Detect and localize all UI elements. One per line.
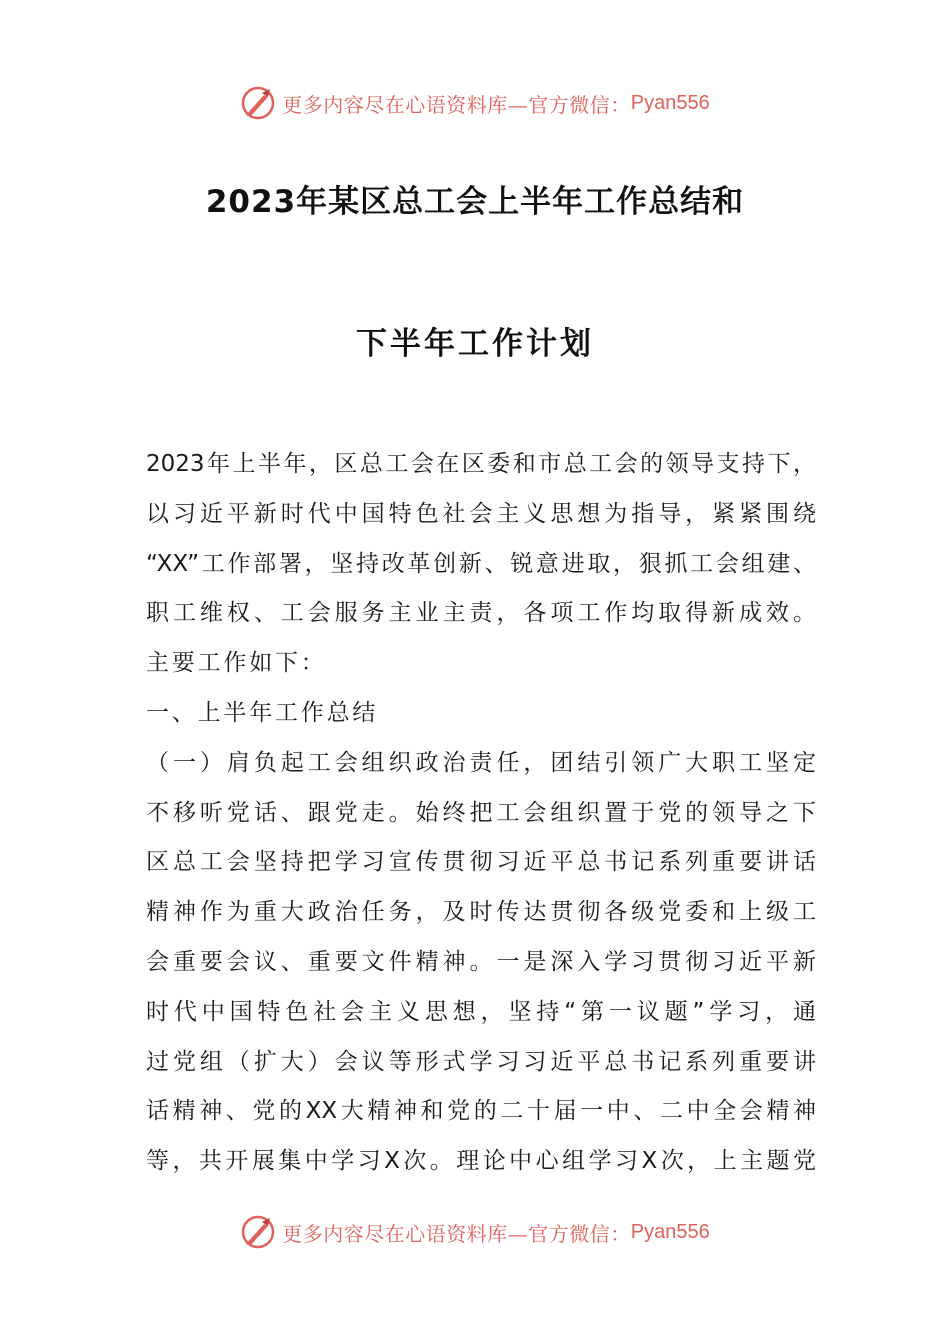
body-line: 2023年上半年，区总工会在区委和市总工会的领导支持下，: [146, 451, 816, 477]
watermark-banner-top: [0, 83, 950, 123]
watermark-id: Pyan556: [630, 91, 710, 114]
body-line: 不移听党话、跟党走。始终把工会组织置于党的领导之下: [146, 799, 816, 826]
body-line: 职工维权、工会服务主业主责，各项工作均取得新成效。: [146, 600, 816, 627]
watermark-text: 更多内容尽在心语资料库—官方微信：: [282, 92, 631, 117]
body-line: 话精神、党的XX大精神和党的二十届一中、二中全会精神: [146, 1098, 816, 1125]
document-body: [146, 440, 816, 1187]
pen-logo-icon: [240, 1214, 276, 1250]
body-line: 会重要会议、重要文件精神。一是深入学习贯彻习近平新: [146, 948, 816, 975]
body-line: 时代中国特色社会主义思想，坚持“第一议题”学习，通: [146, 998, 816, 1025]
watermark-id: Pyan556: [630, 1220, 710, 1243]
body-line: “XX”工作部署，坚持改革创新、锐意进取，狠抓工会组建、: [146, 550, 816, 577]
document-title-line-2: 下半年工作计划: [356, 326, 594, 362]
section-heading: 一、上半年工作总结: [146, 699, 379, 726]
watermark-banner-bottom: [0, 1212, 950, 1252]
body-line: 以习近平新时代中国特色社会主义思想为指导，紧紧围绕: [146, 500, 816, 527]
body-line: 区总工会坚持把学习宣传贯彻习近平总书记系列重要讲话: [146, 849, 816, 876]
pen-logo-icon: [240, 85, 276, 121]
body-line: 精神作为重大政治任务，及时传达贯彻各级党委和上级工: [146, 899, 816, 926]
body-line: 主要工作如下：: [146, 650, 327, 677]
body-line: 等，共开展集中学习X次。理论中心组学习X次，上主题党: [146, 1148, 816, 1175]
watermark-text: 更多内容尽在心语资料库—官方微信：: [282, 1221, 631, 1246]
body-line: 过党组（扩大）会议等形式学习习近平总书记系列重要讲: [146, 1048, 816, 1075]
body-line: （一）肩负起工会组织政治责任，团结引领广大职工坚定: [146, 749, 816, 776]
document-title-line-1: 2023年某区总工会上半年工作总结和: [205, 184, 745, 220]
